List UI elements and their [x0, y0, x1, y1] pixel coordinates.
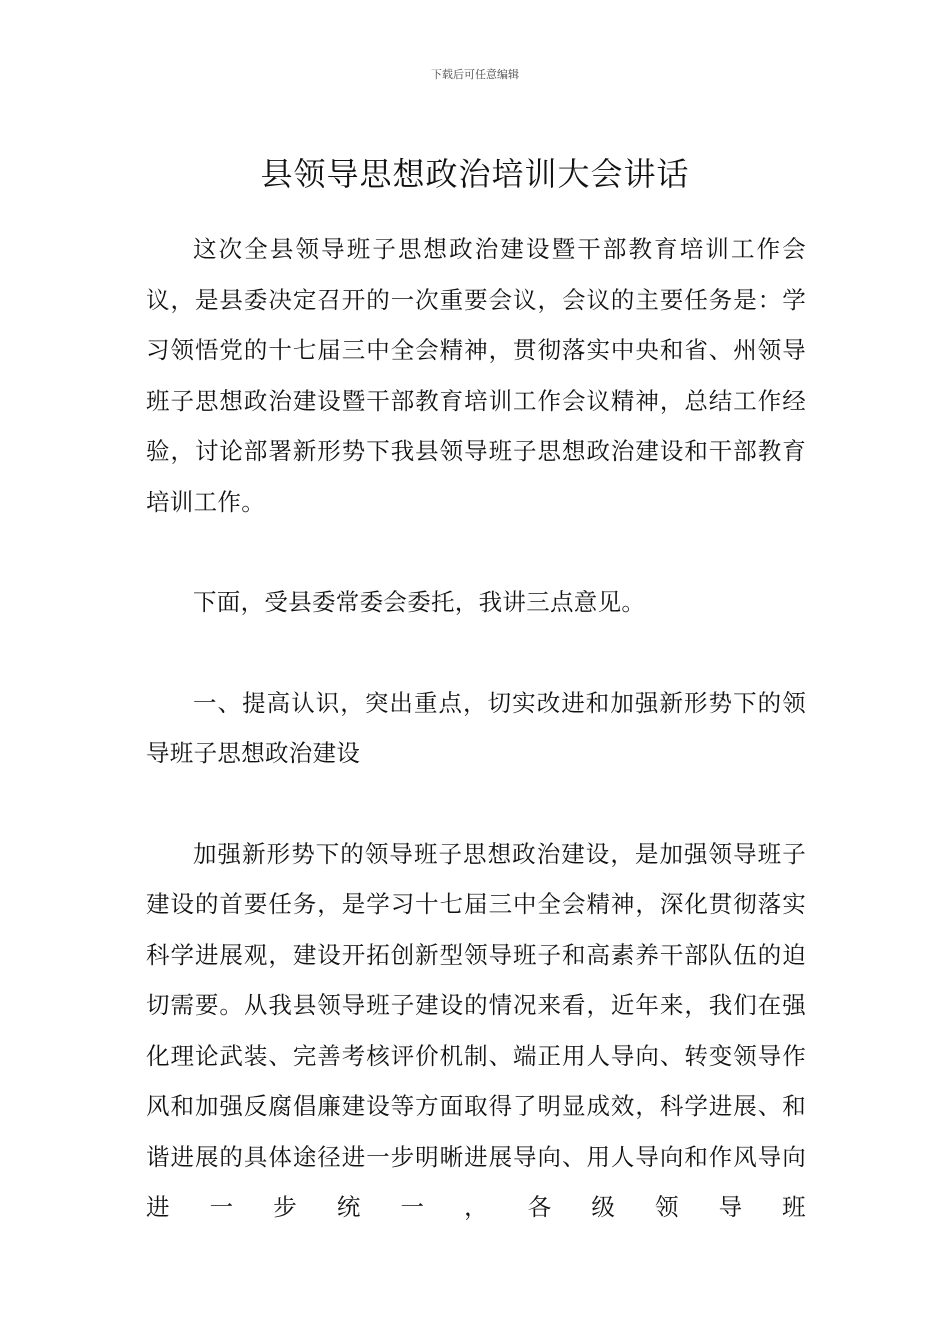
paragraph-transition: 下面，受县委常委会委托，我讲三点意见。: [193, 588, 646, 616]
header-note: 下载后可任意编辑: [431, 68, 519, 81]
paragraph-section-one-body: 加强新形势下的领导班子思想政治建设，是加强领导班子建设的首要任务，是学习十七届三中全会精神，深化贯彻落实科学进展观，建设开拓创新型领导班子和高素养干部队伍的迫切需要。从我县领导班子建设的情况来看，近年来，我们在强化理论武装、完善考核评价机制、端正用人导向、转变领导作风和加强反腐倡廉建设等方面取得了明显成效，科学进展、和谐进展的具体途径进一步明晰进展导向、用人导向和作风导向进一步统一，各级领导班: [146, 839, 806, 1221]
document-body: [146, 224, 806, 1233]
paragraph-intro: 这次全县领导班子思想政治建设暨干部教育培训工作会议，是县委决定召开的一次重要会议，会议的主要任务是：学习领悟党的十七届三中全会精神，贯彻落实中央和省、州领导班子思想政治建设暨干部教育培训工作会议精神，总结工作经验，讨论部署新形势下我县领导班子思想政治建设和干部教育培训工作。: [146, 235, 806, 516]
section-heading-one: 一、提高认识，突出重点，切实改进和加强新形势下的领导班子思想政治建设: [146, 688, 806, 767]
document-title: 县领导思想政治培训大会讲话: [260, 155, 690, 194]
